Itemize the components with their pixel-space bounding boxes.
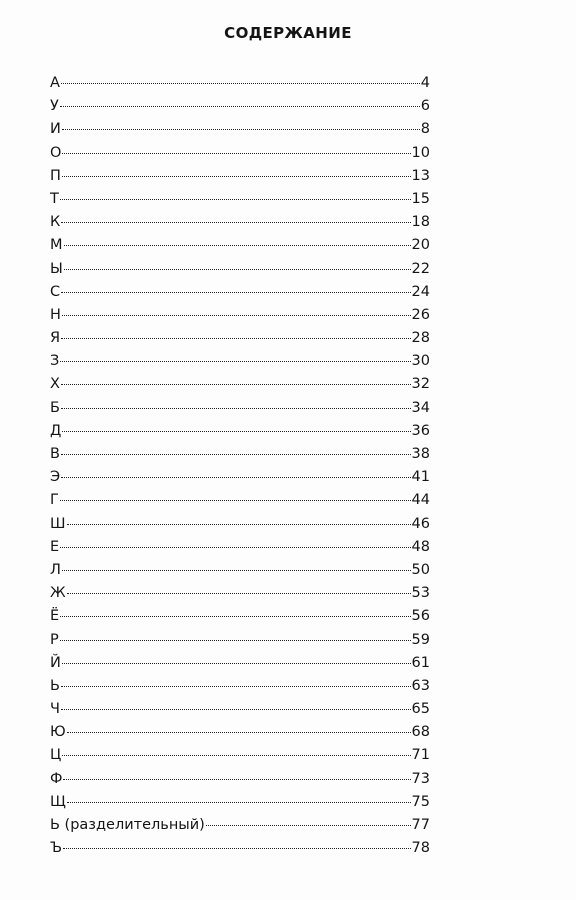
toc-entry-page: 28 <box>411 330 430 347</box>
toc-entry <box>50 72 430 95</box>
toc-entry-page: 22 <box>411 260 430 277</box>
dot-leader <box>67 731 411 733</box>
dot-leader <box>67 592 411 594</box>
toc-entry <box>50 536 430 559</box>
toc-entry-label: Б <box>50 399 60 416</box>
toc-entry-label: Ё <box>50 608 60 625</box>
toc-entry <box>50 327 430 350</box>
toc-entry-page: 61 <box>411 654 430 671</box>
toc-entry-page: 38 <box>411 446 430 462</box>
toc-entry <box>50 513 430 536</box>
toc-entry-page: 32 <box>411 376 430 393</box>
toc-entry <box>50 350 430 373</box>
toc-entry-label: Ъ <box>50 840 63 857</box>
toc-entry-page: 53 <box>411 585 430 602</box>
toc-entry-label: Й <box>50 654 61 671</box>
toc-entry-page: 56 <box>411 608 430 625</box>
dot-leader <box>64 244 411 246</box>
toc-entry <box>50 234 430 257</box>
toc-entry-label: Ы <box>50 260 63 277</box>
dot-leader <box>61 221 410 223</box>
toc-entry-page: 13 <box>411 167 430 184</box>
dot-leader <box>63 778 410 780</box>
toc-entry-label: Я <box>50 330 61 347</box>
toc-entry <box>50 698 430 721</box>
dot-leader <box>62 569 411 571</box>
toc-entry <box>50 165 430 188</box>
toc-entry <box>50 142 430 165</box>
toc-entry-label: Г <box>50 492 59 509</box>
dot-leader <box>61 453 411 455</box>
toc-entry-label: Ц <box>50 747 62 764</box>
toc-entry <box>50 814 430 837</box>
toc-entry-label: М <box>50 237 63 254</box>
dot-leader <box>60 615 410 617</box>
toc-entry-label: Ь (разделительный) <box>50 817 205 833</box>
dot-leader <box>60 546 410 548</box>
toc-entry-page: 63 <box>411 677 430 694</box>
toc-entry-label: Э <box>50 469 61 486</box>
toc-entry-label: Ф <box>50 770 63 787</box>
dot-leader <box>61 337 410 339</box>
toc-entry <box>50 373 430 396</box>
toc-entry <box>50 582 430 605</box>
toc-entry-page: 6 <box>420 98 430 115</box>
toc-entry-page: 36 <box>411 422 430 439</box>
toc-entry-page: 4 <box>420 75 430 91</box>
toc-entry <box>50 721 430 744</box>
dot-leader <box>62 754 410 756</box>
toc-entry-page: 44 <box>411 492 430 509</box>
toc-entry-page: 59 <box>411 631 430 648</box>
toc-entry-page: 48 <box>411 538 430 555</box>
toc-entry-label: Е <box>50 538 60 555</box>
toc-entry <box>50 443 430 466</box>
toc-entry <box>50 652 430 675</box>
toc-entry <box>50 629 430 652</box>
toc-entry-page: 77 <box>411 817 430 833</box>
toc-entry-page: 15 <box>411 190 430 207</box>
toc-entry <box>50 95 430 118</box>
toc-entry <box>50 768 430 791</box>
toc-entry <box>50 605 430 628</box>
toc-entry-page: 78 <box>411 840 430 857</box>
toc-entry-label: Х <box>50 376 60 393</box>
dot-leader <box>62 314 411 316</box>
page-title: СОДЕРЖАНИЕ <box>224 24 352 42</box>
toc-entry-label: Ь <box>50 677 60 694</box>
toc-entry-label: З <box>50 353 60 370</box>
dot-leader <box>61 383 411 385</box>
toc-entry-label: Ж <box>50 585 66 602</box>
dot-leader <box>206 824 411 826</box>
dot-leader <box>61 685 411 687</box>
toc-entry-page: 75 <box>411 793 430 810</box>
dot-leader <box>61 82 420 84</box>
dot-leader <box>62 152 410 154</box>
toc-entry-label: В <box>50 446 60 462</box>
dot-leader <box>63 847 410 849</box>
dot-leader <box>64 268 411 270</box>
dot-leader <box>61 407 411 409</box>
toc-entry-page: 34 <box>411 399 430 416</box>
toc-entry <box>50 489 430 512</box>
dot-leader <box>61 708 411 710</box>
toc-entry-page: 50 <box>411 561 430 578</box>
dot-leader <box>67 801 411 803</box>
dot-leader <box>60 105 420 107</box>
toc-entry-label: О <box>50 144 62 161</box>
toc-entry-label: Ш <box>50 515 66 532</box>
toc-entry <box>50 397 430 420</box>
dot-leader <box>60 499 411 501</box>
toc-entry-page: 26 <box>411 306 430 323</box>
toc-entry <box>50 420 430 443</box>
dot-leader <box>62 175 411 177</box>
toc-entry <box>50 466 430 489</box>
toc-entry-page: 65 <box>411 701 430 718</box>
toc-entry <box>50 211 430 234</box>
dot-leader <box>60 639 411 641</box>
dot-leader <box>60 360 410 362</box>
dot-leader <box>62 430 410 432</box>
toc-entry-label: А <box>50 75 60 91</box>
toc-entry-label: Ю <box>50 724 66 741</box>
toc-entry-label: Щ <box>50 793 66 810</box>
toc-entry <box>50 675 430 698</box>
toc-entry-page: 73 <box>411 770 430 787</box>
toc-entry-label: У <box>50 98 59 115</box>
dot-leader <box>62 128 420 130</box>
toc-entry-label: Т <box>50 190 59 207</box>
toc-entry-page: 18 <box>411 214 430 231</box>
dot-leader <box>67 523 411 525</box>
dot-leader <box>61 476 410 478</box>
toc-entry-page: 46 <box>411 515 430 532</box>
toc-entry-label: С <box>50 283 61 300</box>
toc-entry-page: 68 <box>411 724 430 741</box>
toc-entry <box>50 791 430 814</box>
toc-entry-page: 10 <box>411 144 430 161</box>
toc-entry-page: 41 <box>411 469 430 486</box>
toc-entry-label: П <box>50 167 61 184</box>
toc-entry-page: 71 <box>411 747 430 764</box>
toc-entry <box>50 559 430 582</box>
toc-entry-label: Н <box>50 306 61 323</box>
toc-entry <box>50 258 430 281</box>
dot-leader <box>62 662 411 664</box>
toc-entry-label: И <box>50 121 61 138</box>
toc-entry-label: Ч <box>50 701 60 718</box>
toc-entry-page: 30 <box>411 353 430 370</box>
toc-entry <box>50 188 430 211</box>
dot-leader <box>60 198 411 200</box>
table-of-contents <box>50 72 430 860</box>
toc-entry <box>50 304 430 327</box>
toc-entry-label: Л <box>50 561 61 578</box>
toc-entry-page: 8 <box>420 121 430 138</box>
toc-entry <box>50 281 430 304</box>
toc-entry <box>50 837 430 860</box>
toc-entry-label: К <box>50 214 61 231</box>
toc-entry-page: 24 <box>411 283 430 300</box>
toc-entry <box>50 744 430 767</box>
dot-leader <box>61 291 410 293</box>
toc-entry <box>50 118 430 141</box>
toc-entry-page: 20 <box>411 237 430 254</box>
toc-entry-label: Д <box>50 422 62 439</box>
toc-entry-label: Р <box>50 631 59 648</box>
